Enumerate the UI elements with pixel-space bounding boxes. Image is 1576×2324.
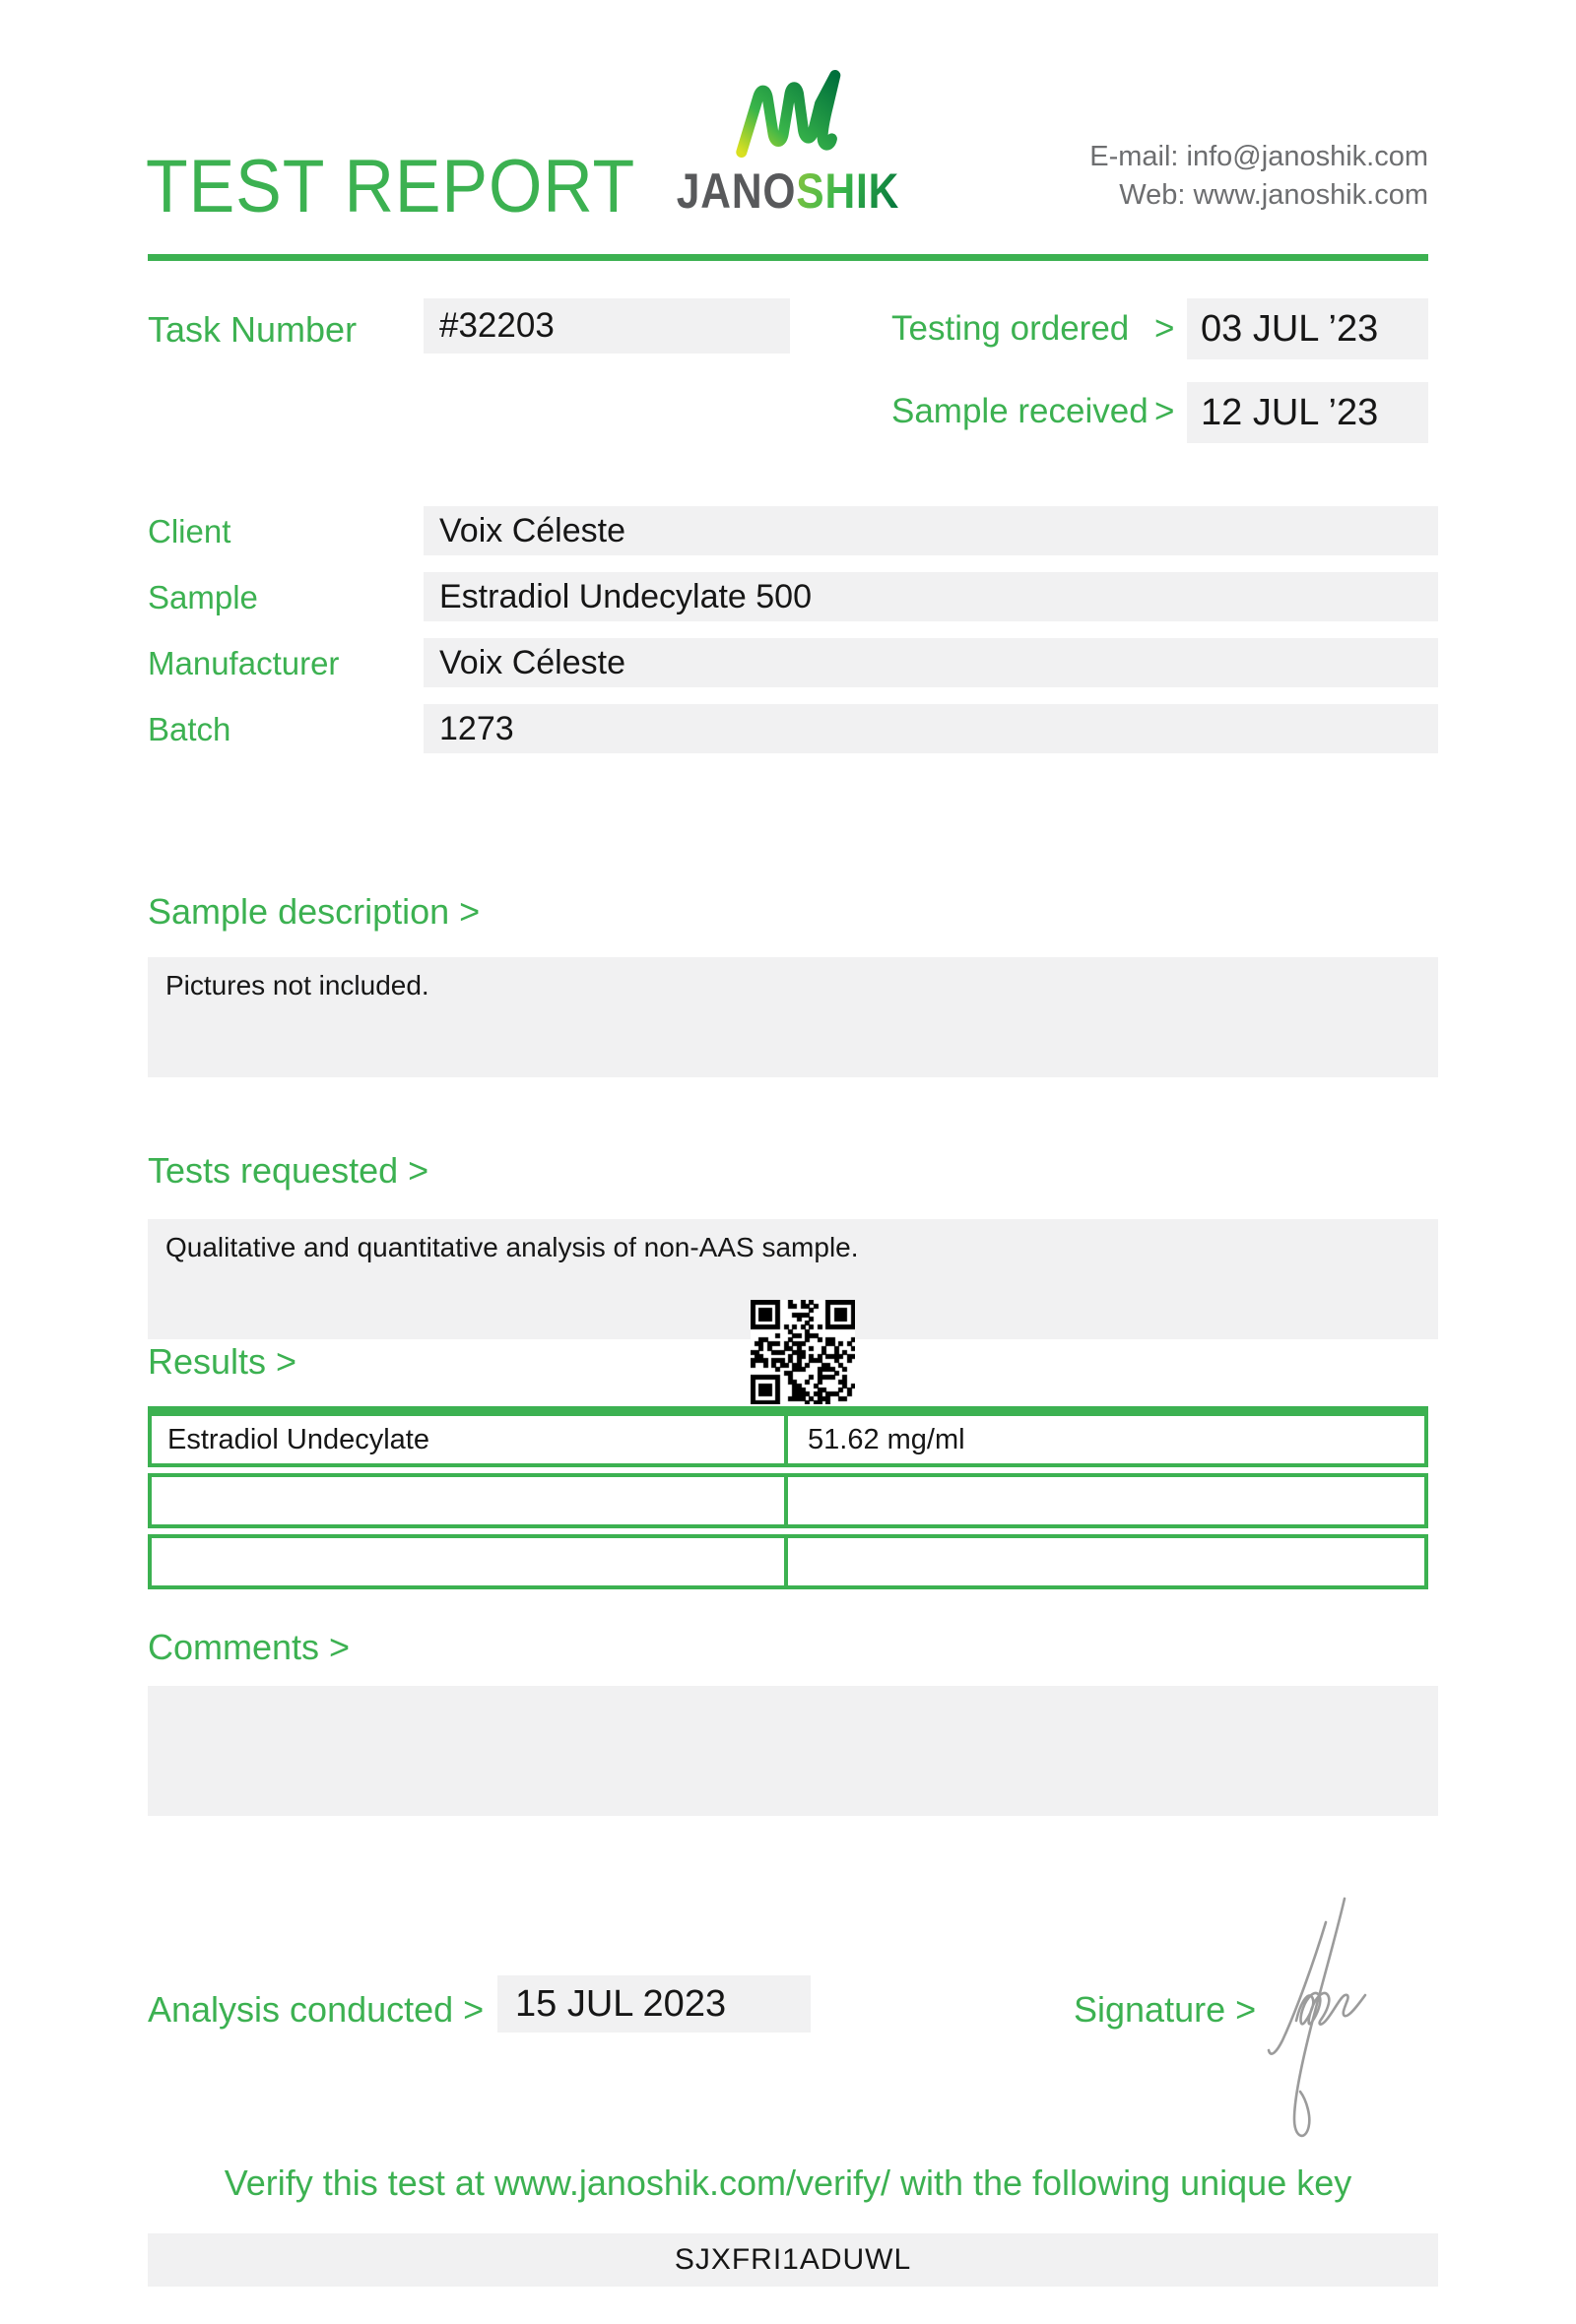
sample-value: Estradiol Undecylate 500	[424, 572, 1438, 621]
trending-chart-icon	[721, 67, 854, 161]
analysis-conducted-value: 15 JUL 2023	[497, 1975, 811, 2033]
sample-description-heading: Sample description >	[148, 891, 481, 932]
result-analyte	[152, 1538, 788, 1585]
brand-secondary: SHIK	[796, 163, 900, 219]
brand-wordmark	[677, 162, 899, 220]
sample-received-label: Sample received	[891, 392, 1149, 430]
results-table	[148, 1406, 1428, 1589]
result-value	[788, 1477, 1424, 1524]
signature-label: Signature >	[1074, 1989, 1257, 2030]
batch-value: 1273	[424, 704, 1438, 753]
header-divider	[148, 254, 1428, 261]
results-heading: Results >	[148, 1341, 297, 1382]
result-analyte: Estradiol Undecylate	[152, 1416, 788, 1463]
result-analyte	[152, 1477, 788, 1524]
comments-box	[148, 1686, 1438, 1816]
results-row	[148, 1473, 1428, 1528]
testing-ordered-arrow: >	[1154, 309, 1175, 348]
testing-ordered-label: Testing ordered	[891, 309, 1130, 348]
analysis-conducted-label: Analysis conducted >	[148, 1989, 485, 2030]
verify-key: SJXFRI1ADUWL	[148, 2233, 1438, 2287]
result-value	[788, 1538, 1424, 1585]
contact-block	[1089, 138, 1428, 215]
signature-image	[1249, 1893, 1446, 2149]
tests-requested-heading: Tests requested >	[148, 1150, 429, 1191]
task-number-value: #32203	[424, 298, 790, 354]
manufacturer-label: Manufacturer	[148, 645, 340, 681]
janoshik-logo	[657, 67, 919, 220]
batch-label: Batch	[148, 711, 231, 747]
sample-received-value: 12 JUL ’23	[1187, 382, 1428, 443]
result-value: 51.62 mg/ml	[808, 1423, 965, 1455]
contact-web: Web: www.janoshik.com	[1119, 179, 1428, 211]
verify-instruction: Verify this test at www.janoshik.com/verify/ with the following unique key	[224, 2163, 1352, 2203]
sample-received-arrow: >	[1154, 392, 1175, 430]
brand-primary: JANO	[676, 163, 797, 219]
sample-description-box: Pictures not included.	[148, 957, 1438, 1077]
qr-code	[751, 1300, 855, 1404]
sample-label: Sample	[148, 579, 258, 615]
client-label: Client	[148, 513, 231, 549]
comments-heading: Comments >	[148, 1627, 351, 1667]
results-row	[148, 1534, 1428, 1589]
page-title: TEST REPORT	[146, 145, 636, 228]
client-value: Voix Céleste	[424, 506, 1438, 555]
manufacturer-value: Voix Céleste	[424, 638, 1438, 687]
results-row	[148, 1406, 1428, 1467]
testing-ordered-value: 03 JUL ’23	[1187, 298, 1428, 359]
tests-requested-box: Qualitative and quantitative analysis of non-AAS sample.	[148, 1219, 1438, 1339]
contact-email: E-mail: info@janoshik.com	[1089, 141, 1428, 172]
task-number-label: Task Number	[148, 309, 358, 350]
